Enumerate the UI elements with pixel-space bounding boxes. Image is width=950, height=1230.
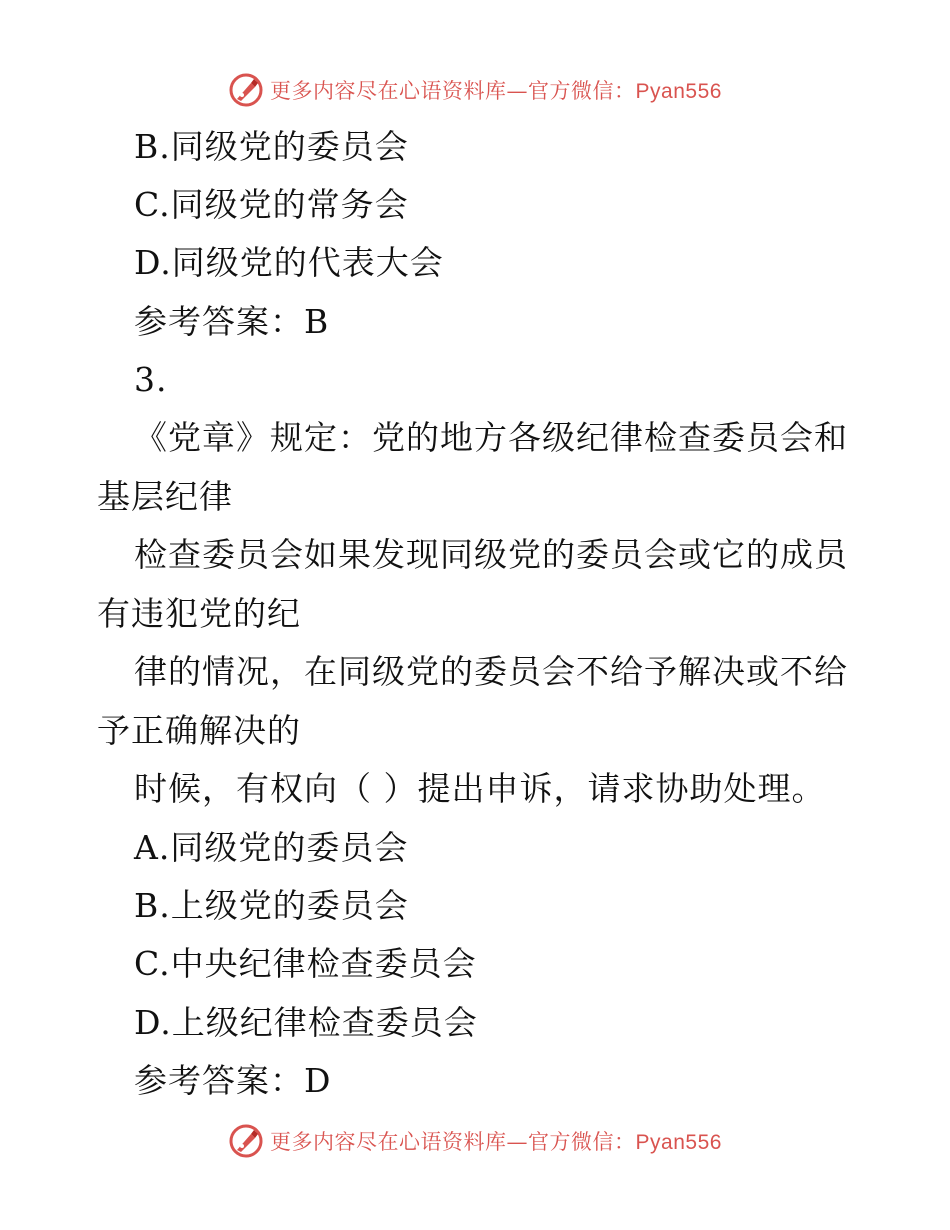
option-c-line: C.同级党的常务会 xyxy=(134,185,409,224)
question-text-line: 予正确解决的 xyxy=(97,711,301,750)
footer-watermark xyxy=(0,1121,950,1161)
answer-line: 参考答案：D xyxy=(134,1061,332,1100)
option-a-line: A.同级党的委员会 xyxy=(134,828,409,867)
option-d-line: D.上级纪律检查委员会 xyxy=(134,1003,478,1042)
header-watermark xyxy=(0,70,950,110)
watermark-wechat-id: Pyan556 xyxy=(635,1131,722,1154)
watermark-text: 更多内容尽在心语资料库—官方微信： xyxy=(270,1130,636,1154)
watermark-text: 更多内容尽在心语资料库—官方微信： xyxy=(270,79,636,103)
question-text-line: 有违犯党的纪 xyxy=(97,594,301,633)
question-text-line: 《党章》规定：党的地方各级纪律检查委员会和 xyxy=(134,418,848,457)
pen-nib-logo-icon xyxy=(228,72,264,108)
question-text-line: 时候，有权向（ ）提出申诉，请求协助处理。 xyxy=(134,769,826,808)
question-text-line: 检查委员会如果发现同级党的委员会或它的成员 xyxy=(134,535,848,574)
option-b-line: B.上级党的委员会 xyxy=(134,886,409,925)
pen-nib-logo-icon xyxy=(228,1123,264,1159)
option-d-line: D.同级党的代表大会 xyxy=(134,243,444,282)
option-c-line: C.中央纪律检查委员会 xyxy=(134,944,477,983)
question-number: 3. xyxy=(134,360,168,399)
option-b-line: B.同级党的委员会 xyxy=(134,127,409,166)
answer-line: 参考答案：B xyxy=(134,302,330,341)
question-text-line: 律的情况，在同级党的委员会不给予解决或不给 xyxy=(134,652,848,691)
watermark-wechat-id: Pyan556 xyxy=(635,80,722,103)
question-text-line: 基层纪律 xyxy=(97,477,233,516)
